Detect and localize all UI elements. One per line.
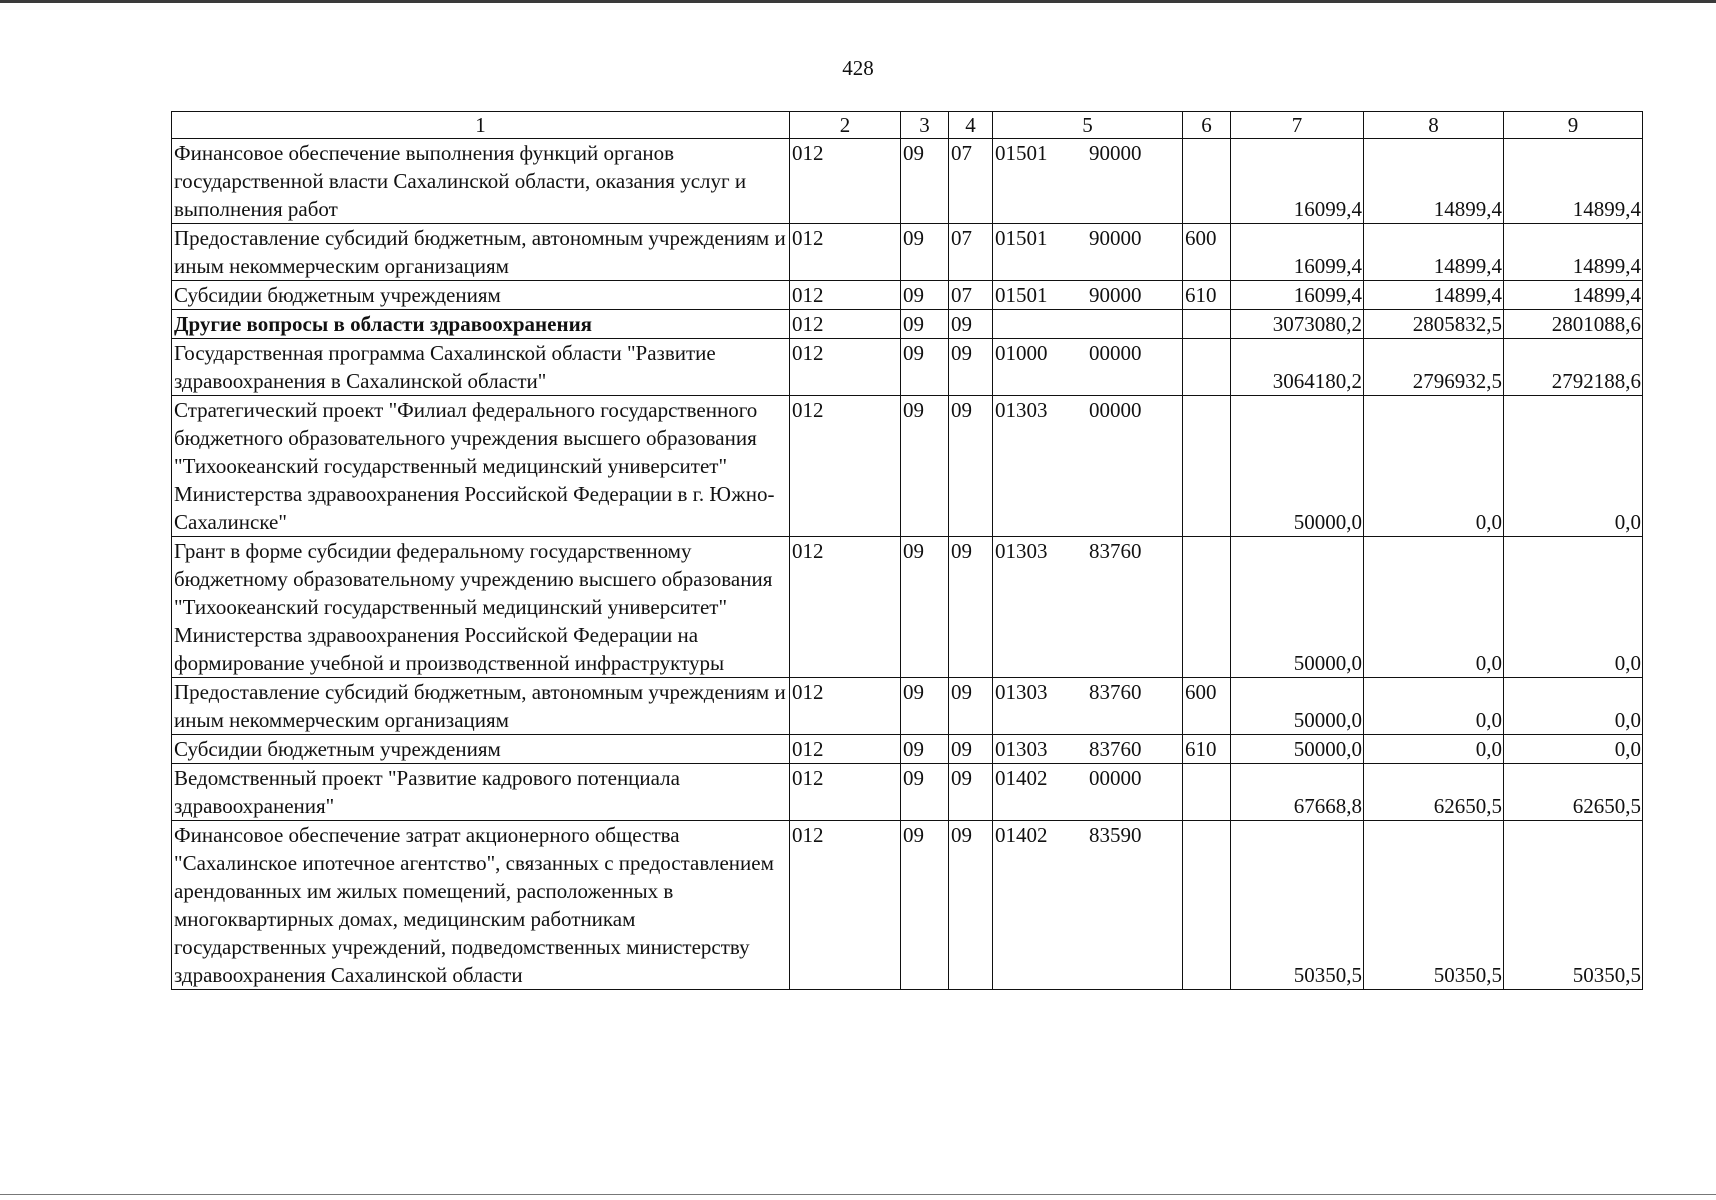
header-cell: 8 (1364, 112, 1504, 139)
program-code: 01501 (995, 283, 1048, 307)
table-row (172, 339, 1643, 396)
target-article-parts (993, 339, 1182, 367)
target-article-parts (993, 764, 1182, 792)
ministry-code: 012 (790, 224, 901, 281)
ministry-code: 012 (790, 764, 901, 821)
ministry-code: 012 (790, 281, 901, 310)
amount-year-3: 14899,4 (1504, 139, 1643, 224)
expense-type-code (1183, 339, 1231, 396)
expense-type-code (1183, 821, 1231, 990)
amount-year-3: 2801088,6 (1504, 310, 1643, 339)
section-code: 09 (901, 764, 949, 821)
row-name: Предоставление субсидий бюджетным, автономным учреждениям и иным некоммерческим организациям (172, 678, 790, 735)
amount-year-1: 67668,8 (1231, 764, 1364, 821)
header-cell: 7 (1231, 112, 1364, 139)
section-code: 09 (901, 139, 949, 224)
expense-type-code (1183, 537, 1231, 678)
ministry-code: 012 (790, 396, 901, 537)
row-name: Финансовое обеспечение выполнения функций органов государственной власти Сахалинской области, оказания услуг и выполнения работ (172, 139, 790, 224)
program-code: 01501 (995, 226, 1048, 250)
amount-year-1: 50000,0 (1231, 735, 1364, 764)
subsection-code: 09 (949, 339, 993, 396)
row-name: Ведомственный проект "Развитие кадрового потенциала здравоохранения" (172, 764, 790, 821)
ministry-code: 012 (790, 310, 901, 339)
amount-year-1: 50350,5 (1231, 821, 1364, 990)
row-name: Субсидии бюджетным учреждениям (172, 281, 790, 310)
amount-year-2: 14899,4 (1364, 139, 1504, 224)
amount-year-1: 16099,4 (1231, 224, 1364, 281)
subsection-code: 09 (949, 821, 993, 990)
amount-year-3: 0,0 (1504, 537, 1643, 678)
target-article-code (993, 678, 1183, 735)
target-article-code (993, 224, 1183, 281)
table-row (172, 396, 1643, 537)
table-body (172, 112, 1643, 990)
subsection-code: 09 (949, 537, 993, 678)
target-article-parts (993, 139, 1182, 167)
row-name: Предоставление субсидий бюджетным, автономным учреждениям и иным некоммерческим организациям (172, 224, 790, 281)
bottom-border-line (0, 1194, 1716, 1195)
amount-year-3: 2792188,6 (1504, 339, 1643, 396)
amount-year-3: 0,0 (1504, 735, 1643, 764)
program-code: 01000 (995, 341, 1048, 365)
direction-code: 00000 (1089, 398, 1142, 422)
amount-year-2: 2796932,5 (1364, 339, 1504, 396)
target-article-parts (993, 396, 1182, 424)
section-code: 09 (901, 339, 949, 396)
amount-year-3: 62650,5 (1504, 764, 1643, 821)
target-article-parts (993, 735, 1182, 763)
table-row (172, 735, 1643, 764)
direction-code: 00000 (1089, 766, 1142, 790)
budget-table (171, 111, 1643, 990)
header-cell: 4 (949, 112, 993, 139)
header-cell: 5 (993, 112, 1183, 139)
target-article-parts (993, 281, 1182, 309)
subsection-code: 07 (949, 139, 993, 224)
amount-year-2: 0,0 (1364, 735, 1504, 764)
table-row (172, 310, 1643, 339)
row-name: Грант в форме субсидии федеральному государственному бюджетному образовательному учреждению высшего образования "Тихоокеанский государственный медицинский университет" Министерства здравоохранения Российской Федерации на формирование учебной и производственной инфраструктуры (172, 537, 790, 678)
amount-year-2: 0,0 (1364, 396, 1504, 537)
target-article-code (993, 735, 1183, 764)
direction-code: 00000 (1089, 341, 1142, 365)
table-row (172, 821, 1643, 990)
section-code: 09 (901, 396, 949, 537)
section-code: 09 (901, 678, 949, 735)
amount-year-1: 16099,4 (1231, 139, 1364, 224)
amount-year-3: 0,0 (1504, 678, 1643, 735)
amount-year-1: 50000,0 (1231, 396, 1364, 537)
subsection-code: 09 (949, 678, 993, 735)
program-code: 01402 (995, 823, 1048, 847)
amount-year-2: 62650,5 (1364, 764, 1504, 821)
amount-year-1: 3064180,2 (1231, 339, 1364, 396)
expense-type-code: 600 (1183, 678, 1231, 735)
direction-code: 90000 (1089, 141, 1142, 165)
amount-year-3: 14899,4 (1504, 224, 1643, 281)
ministry-code: 012 (790, 537, 901, 678)
expense-type-code (1183, 310, 1231, 339)
amount-year-2: 0,0 (1364, 537, 1504, 678)
target-article-code (993, 310, 1183, 339)
table-row (172, 139, 1643, 224)
section-code: 09 (901, 735, 949, 764)
amount-year-2: 14899,4 (1364, 224, 1504, 281)
section-code: 09 (901, 281, 949, 310)
row-name: Субсидии бюджетным учреждениям (172, 735, 790, 764)
amount-year-1: 16099,4 (1231, 281, 1364, 310)
table-row (172, 764, 1643, 821)
row-name: Стратегический проект "Филиал федерального государственного бюджетного образовательного учреждения высшего образования "Тихоокеанский государственный медицинский университет" Министерства здравоохранения Российской Федерации в г. Южно-Сахалинске" (172, 396, 790, 537)
ministry-code: 012 (790, 678, 901, 735)
subsection-code: 09 (949, 764, 993, 821)
target-article-code (993, 281, 1183, 310)
subsection-code: 09 (949, 396, 993, 537)
subsection-code: 09 (949, 310, 993, 339)
row-name: Финансовое обеспечение затрат акционерного общества "Сахалинское ипотечное агентство", связанных с предоставлением арендованных им жилых помещений, расположенных в многоквартирных домах, медицинским работникам государственных учреждений, подведомственных министерству здравоохранения Сахалинской области (172, 821, 790, 990)
amount-year-2: 0,0 (1364, 678, 1504, 735)
target-article-parts (993, 821, 1182, 849)
ministry-code: 012 (790, 139, 901, 224)
ministry-code: 012 (790, 821, 901, 990)
section-code: 09 (901, 821, 949, 990)
table-row (172, 281, 1643, 310)
subsection-code: 07 (949, 281, 993, 310)
program-code: 01303 (995, 398, 1048, 422)
header-cell: 9 (1504, 112, 1643, 139)
amount-year-2: 14899,4 (1364, 281, 1504, 310)
header-cell: 6 (1183, 112, 1231, 139)
program-code: 01402 (995, 766, 1048, 790)
top-border-line (0, 0, 1716, 3)
ministry-code: 012 (790, 339, 901, 396)
amount-year-3: 0,0 (1504, 396, 1643, 537)
target-article-code (993, 821, 1183, 990)
target-article-code (993, 139, 1183, 224)
direction-code: 83590 (1089, 823, 1142, 847)
page-number: 428 (842, 56, 874, 80)
section-code: 09 (901, 310, 949, 339)
target-article-code (993, 396, 1183, 537)
target-article-parts (993, 537, 1182, 565)
table-row (172, 678, 1643, 735)
program-code: 01501 (995, 141, 1048, 165)
target-article-code (993, 537, 1183, 678)
direction-code: 83760 (1089, 737, 1142, 761)
expense-type-code: 600 (1183, 224, 1231, 281)
table-row (172, 224, 1643, 281)
header-cell: 3 (901, 112, 949, 139)
section-code: 09 (901, 537, 949, 678)
program-code: 01303 (995, 737, 1048, 761)
header-cell: 1 (172, 112, 790, 139)
ministry-code: 012 (790, 735, 901, 764)
target-article-code (993, 339, 1183, 396)
row-name: Другие вопросы в области здравоохранения (172, 310, 790, 339)
direction-code: 83760 (1089, 539, 1142, 563)
section-code: 09 (901, 224, 949, 281)
expense-type-code (1183, 139, 1231, 224)
amount-year-1: 50000,0 (1231, 678, 1364, 735)
amount-year-2: 2805832,5 (1364, 310, 1504, 339)
amount-year-1: 3073080,2 (1231, 310, 1364, 339)
subsection-code: 07 (949, 224, 993, 281)
amount-year-3: 14899,4 (1504, 281, 1643, 310)
direction-code: 90000 (1089, 226, 1142, 250)
header-cell: 2 (790, 112, 901, 139)
row-name: Государственная программа Сахалинской области "Развитие здравоохранения в Сахалинской области" (172, 339, 790, 396)
table-row (172, 537, 1643, 678)
target-article-code (993, 764, 1183, 821)
header-row (172, 112, 1643, 139)
target-article-parts (993, 678, 1182, 706)
amount-year-2: 50350,5 (1364, 821, 1504, 990)
expense-type-code: 610 (1183, 281, 1231, 310)
direction-code: 83760 (1089, 680, 1142, 704)
expense-type-code (1183, 396, 1231, 537)
amount-year-3: 50350,5 (1504, 821, 1643, 990)
program-code: 01303 (995, 680, 1048, 704)
amount-year-1: 50000,0 (1231, 537, 1364, 678)
direction-code: 90000 (1089, 283, 1142, 307)
expense-type-code (1183, 764, 1231, 821)
subsection-code: 09 (949, 735, 993, 764)
program-code: 01303 (995, 539, 1048, 563)
target-article-parts (993, 224, 1182, 252)
expense-type-code: 610 (1183, 735, 1231, 764)
